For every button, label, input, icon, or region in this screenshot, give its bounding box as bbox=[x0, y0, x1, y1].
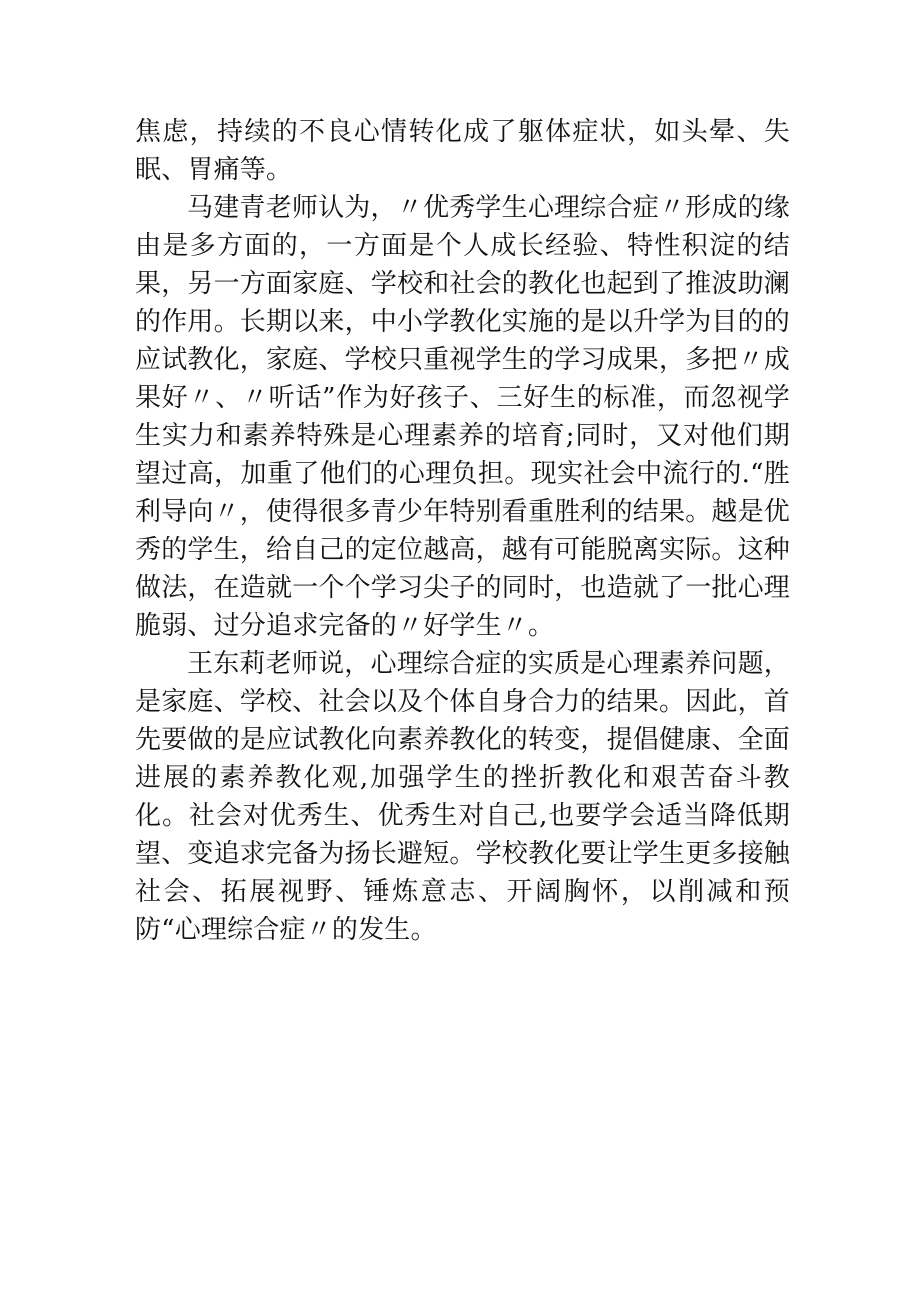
paragraph-wang-dongli: 王东莉老师说，心理综合症的实质是心理素养问题，是家庭、学校、社会以及个体自身合力的结果。因此，首先要做的是应试教化向素养教化的转变，提倡健康、全面进展的素养教化观,加强学生的挫折教化和艰苦奋斗教化。社会对优秀生、优秀生对自己,也要学会适当降低期望、变追求完备为扬长避短。学校教化要让学生更多接触社会、拓展视野、锤炼意志、开阔胸怀，以削减和预防“心理综合症〃的发生。 bbox=[135, 649, 791, 945]
paragraph-ma-jianqing: 马建青老师认为，〃优秀学生心理综合症〃形成的缘由是多方面的，一方面是个人成长经验、特性积淀的结果，另一方面家庭、学校和社会的教化也起到了推波助澜的作用。长期以来，中小学教化实施的是以升学为目的的应试教化，家庭、学校只重视学生的学习成果，多把〃成果好〃、〃听话”作为好孩子、三好生的标准，而忽视学生实力和素养特殊是心理素养的培育;同时，又对他们期望过高，加重了他们的心理负担。现实社会中流行的.“胜利导向〃，使得很多青少年特别看重胜利的结果。越是优秀的学生，给自己的定位越高，越有可能脱离实际。这种做法，在造就一个个学习尖子的同时，也造就了一批心理脆弱、过分追求完备的〃好学生〃。 bbox=[135, 193, 791, 641]
document-body bbox=[135, 113, 790, 949]
paragraph-continued: 焦虑，持续的不良心情转化成了躯体症状，如头晕、失眠、胃痛等。 bbox=[135, 117, 790, 185]
